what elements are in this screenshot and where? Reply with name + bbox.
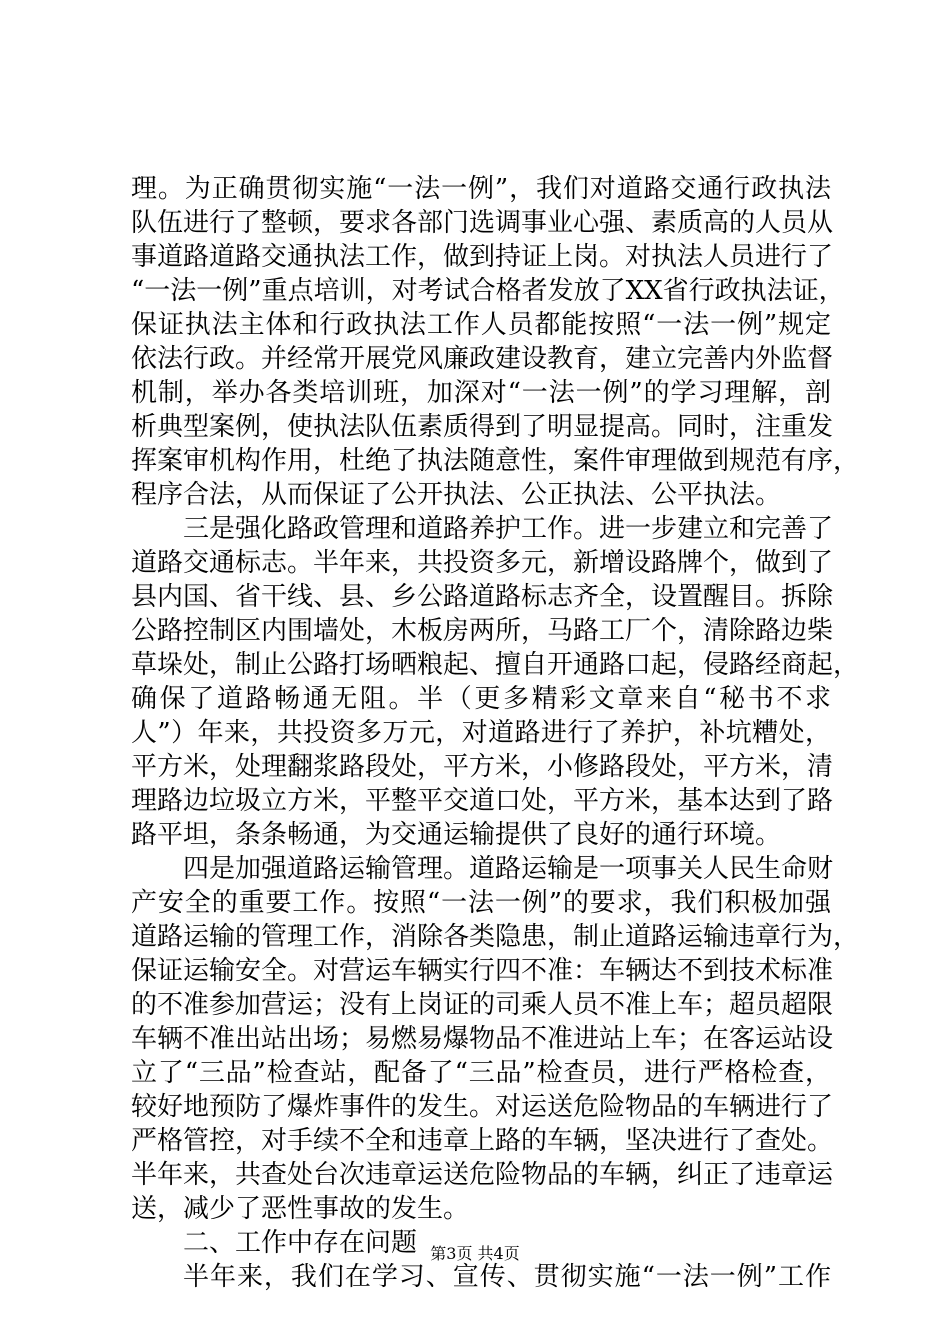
text-line: 理。为正确贯彻实施“一法一例”，我们对道路交通行政执法 [131,174,831,204]
text-line: 确保了道路畅通无阻。半（更多精彩文章来自“秘书不求 [131,684,831,714]
text-line: 较好地预防了爆炸事件的发生。对运送危险物品的车辆进行了 [131,1092,834,1122]
text-line: 严格管控，对手续不全和违章上路的车辆，坚决进行了查处。 [131,1126,834,1156]
text-line: 保证执法主体和行政执法工作人员都能按照“一法一例”规定 [131,310,831,340]
text-line: 立了“三品”检查站，配备了“三品”检查员，进行严格检查， [131,1058,831,1088]
text-line: 析典型案例，使执法队伍素质得到了明显提高。同时，注重发 [131,412,834,442]
section-heading: 二、工作中存在问题 [183,1228,418,1258]
text-line: 道路交通标志。半年来，共投资多元，新增设路牌个，做到了 [131,548,834,578]
text-line: 的不准参加营运；没有上岗证的司乘人员不准上车；超员超限 [131,990,834,1020]
text-line: 机制，举办各类培训班，加深对“一法一例”的学习理解，剖 [131,378,831,408]
paragraph-first-line: 三是强化路政管理和道路养护工作。进一步建立和完善了 [183,514,834,544]
document-body [131,172,860,1294]
text-line: 平方米，处理翻浆路段处，平方米，小修路段处，平方米，清 [131,752,834,782]
text-line: 依法行政。并经常开展党风廉政建设教育，建立完善内外监督 [131,344,834,374]
text-line: 半年来，共查处台次违章运送危险物品的车辆，纠正了违章运 [131,1160,834,1190]
text-line: 程序合法，从而保证了公开执法、公正执法、公平执法。 [131,480,782,510]
text-line: 产安全的重要工作。按照“一法一例”的要求，我们积极加强 [131,888,831,918]
text-line: 草垛处，制止公路打场晒粮起、擅自开通路口起，侵路经商起， [131,650,860,680]
text-line: 保证运输安全。对营运车辆实行四不准：车辆达不到技术标准 [131,956,834,986]
text-line: 车辆不准出站出场；易燃易爆物品不准进站上车；在客运站设 [131,1024,834,1054]
text-line: 县内国、省干线、县、乡公路道路标志齐全，设置醒目。拆除 [131,582,834,612]
text-line: 公路控制区内围墙处，木板房两所，马路工厂个，清除路边柴 [131,616,834,646]
text-line: 道路运输的管理工作，消除各类隐患，制止道路运输违章行为， [131,922,860,952]
paragraph-first-line: 半年来，我们在学习、宣传、贯彻实施“一法一例”工作 [183,1262,831,1292]
text-line: 挥案审机构作用，杜绝了执法随意性，案件审理做到规范有序， [131,446,860,476]
text-line: 事道路道路交通执法工作，做到持证上岗。对执法人员进行了 [131,242,834,272]
paragraph-first-line: 四是加强道路运输管理。道路运输是一项事关人民生命财 [183,854,834,884]
text-line: “一法一例”重点培训，对考试合格者发放了XX省行政执法证， [131,276,845,306]
text-line: 理路边垃圾立方米，平整平交道口处，平方米，基本达到了路 [131,786,834,816]
text-line: 路平坦，条条畅通，为交通运输提供了良好的通行环境。 [131,820,782,850]
text-line: 队伍进行了整顿，要求各部门选调事业心强、素质高的人员从 [131,208,834,238]
page-number-footer: 第3页 共4页 [430,1244,520,1263]
text-line: 送，减少了恶性事故的发生。 [131,1194,470,1224]
text-line: 人”）年来，共投资多万元，对道路进行了养护，补坑糟处， [131,718,831,748]
